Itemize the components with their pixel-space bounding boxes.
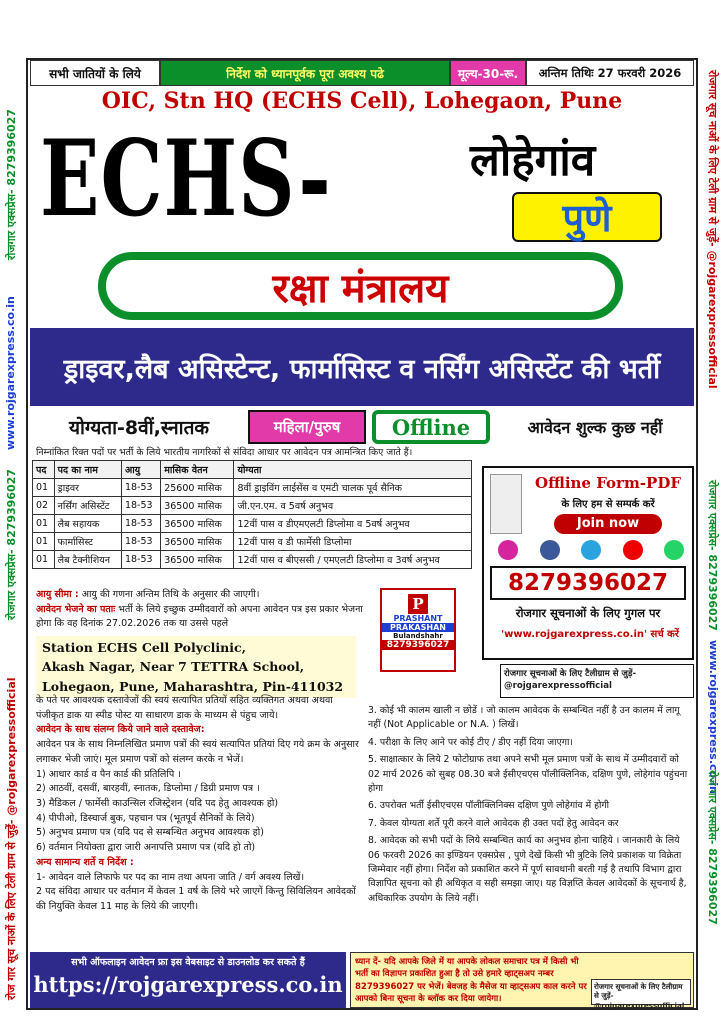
table-row [33,479,472,497]
cell: 36500 मासिक [161,497,234,515]
left-column [36,588,372,632]
cell: 36500 मासिक [161,533,234,551]
promo-google: रोजगार सूचनाओं के लिए गुगल पर [515,606,661,620]
instruction-item: 4. परीक्षा के लिए आने पर कोई टीए / डीए नहीं दिया जाएगा। [368,736,573,748]
th-count: पद [33,461,55,479]
side-right-website: www.rojgarexpress.co.in [707,640,720,794]
side-left-telegram: रोज गार सूच नाओं के लिए टेली ग्राम से जुड़ें- @rojgarexpressofficial [5,677,18,1000]
ministry-heading: रक्षा मंत्रालय [98,252,623,320]
table-row [33,515,472,533]
cell: 25600 मासिक [161,479,234,497]
footer-download-box [30,952,346,1008]
docs-label: आवेदन के साथ संलग्न किये जाने वाले दस्तावेज: [36,723,362,738]
docs-intro: आवेदन पत्र के साथ निम्नलिखित प्रमाण पत्रों की स्वयं सत्यापित प्रतियां दिए गये क्रम के अनुसार लगाकर भेजी जाएं। मूल प्रमाण पत्रों को संलग्न करके न भेजें। [36,739,359,765]
cell: 18-53 [121,515,160,533]
th-qualification: योग्यता [234,461,472,479]
publisher-phone: 8279396027 [382,640,454,650]
footer-url-link[interactable]: https://rojgarexpress.co.in [33,972,343,997]
cell: 36500 मासिक [161,551,234,569]
other-item: 2 पद संविदा आधार पर वर्तमान में केवल 1 वर्ष के लिये भरे जाएगें किन्तु सिविलियन आवेदकों की नियुक्ति केवल 11 माह के लिये की जाएगी। [36,886,356,913]
whatsapp-icon[interactable] [664,540,684,560]
cell: 12वीं पास व बीएससी / एमएलटी डिप्लोमा व 3वर्ष अनुभव [234,551,472,569]
table-row [33,533,472,551]
cell: 02 [33,497,55,515]
recruitment-banner: ड्राइवर,लैब असिस्टेन्ट, फार्मासिस्ट व नर्सिंग असिस्टेंट की भर्ती [30,328,694,406]
footer-telegram: रोजगार सूचनाओं के लिए टैलीग्राम से जुड़ें- @rojgarexpressofficial [591,979,691,1005]
addr-intro [36,603,372,632]
footer-note-box [350,952,694,1008]
address-line: Lohegaon, Pune, Maharashtra, Pin-411032 [42,678,344,694]
side-right-phone-lower: रोज गार एक्सप्रेस- 8279396027 [706,770,719,925]
price-label: मूल्य-30-रू. [450,60,526,86]
side-right-phone: रोजगार एक्सप्रेस- 8279396027 [706,480,719,631]
qualification-label: योग्यता-8वीं,स्नातक [68,417,209,439]
telegram-icon[interactable] [581,540,601,560]
side-left-phone-upper: रोजगार एक्सप्रेस- 8279396027 [5,109,18,260]
promo-sub: के लिए हम से सम्पर्क करें [561,499,655,510]
instruction-item: 7. केवल योग्यता शर्ते पूरी करने वाले आवेदक ही उक्त पदों हेतु आवेदन कर [368,817,619,829]
instruction-item: 8. आवेदक को सभी पदों के लिये सम्बन्धित कार्य का अनुभव होना चाहिये । जानकारी के लिये 06 फरवरी 2026 का इण्डियन एक्सप्रेस , पुणे देखें किसी भी त्रुटिके लिये प्रकाशक या विक्रेता जिम्मेवार नहीं होगा। निर्देश को प्रकाशित करने में पूर्ण सावधानी बरती गई है तथापि विभाग द्वारा विज्ञापित सूचना को ही अधिकृत व सही समझा जाए। यह विज्ञप्ति केवल आवेदकों के सूचनार्थ है, अधिकारिक उपयोग के लिये नहीं। [368,835,687,904]
pune-badge: पुणे [512,192,662,242]
cell: 01 [33,479,55,497]
address-box [36,636,356,698]
footer-note: ध्यान दें- यदि आपके जिले में या आपके लोकल समाचार पत्र में किसी भी भर्ती का विज्ञापन प्रकाशित हुआ है तो उसे हमारे व्हाट्सअप नम्बर 8279396027 पर भेजें। बेवजह के मैसेज या व्हाट्सअप काल करने पर आपको बिना सूचना के ब्लॉक कर दिया जायेगा। [355,957,587,1004]
instruction-banner: निर्देश को ध्यानपूर्वक पूरा अवश्य पढे [160,60,450,86]
footer-download-text: सभी ऑफलाइन आवेदन फ्रा इस वेबसाइट से डाउनलोड कर सकते हैं [71,957,305,968]
addr-text: भर्ती के लिये इच्छुक उम्मीदवारों को अपना आवेदन पत्र इस प्रकार भेजना होगा कि वह दिनांक 27.02.2026 तक या उससे पहले [36,603,363,630]
doc-item: 5) अनुभव प्रमाण पत्र (यदि पद से सम्बन्धित अनुभव आवश्यक हो) [36,827,264,839]
cell: 18-53 [121,497,160,515]
age-text: आयु की गणना अन्तिम तिथि के अनुसार की जाएगी। [81,589,260,600]
right-column [368,704,692,906]
side-left-website: www.rojgarexpress.co.in [4,296,17,450]
promo-telegram: रोजगार सूचनाओं के लिए टैलीग्राम से जुड़ें- @rojgarexpressofficial [500,664,694,698]
cell: 01 [33,515,55,533]
cell: 18-53 [121,533,160,551]
publisher-line2: PRAKASHAN [382,623,454,632]
cell: 36500 मासिक [161,515,234,533]
cell: 18-53 [121,551,160,569]
th-post: पद का नाम [54,461,121,479]
promo-site: 'www.rojgarexpress.co.in' सर्च करें [501,629,679,640]
instruction-item: 6. उपरोक्त भर्ती ईसीएचएस पॉलीक्लिनिक्स दक्षिण पुणे लोहेगांव में होगी [368,800,610,812]
promo-phone: 8279396027 [490,566,686,600]
side-left-phone-mid: रोजगार एक्सप्रेस- 8279396027 [5,469,18,620]
instruction-item: 5. साक्षात्कार के लिये 2 फोटोग्राफ तथा अपने सभी मूल प्रमाण पत्रों के साथ में उम्मीदवारों को 02 मार्च 2026 को सुबह 08.30 बजे ईसीएचएस पॉलीक्लिनिक, दक्षिण पुणे, लोहेगांव पहुंचना होगा [368,754,688,795]
cell: 01 [33,551,55,569]
cell: लैब सहायक [54,515,121,533]
publisher-p-icon: P [408,594,428,614]
addr-label: आवेदन भेजने का पताः [36,603,116,615]
table-row [33,497,472,515]
cell: फार्मासिस्ट [54,533,121,551]
left-column-lower [36,694,362,915]
social-icons [498,540,684,560]
age-line [36,588,372,603]
join-now-button[interactable]: Join now [554,514,662,534]
doc-item: 6) वर्तमान नियोक्ता द्वारा जारी अनापत्ति प्रमाण पत्र (यदि हो तो) [36,842,256,854]
publisher-line1: PRASHANT [393,614,443,623]
offline-form-promo [482,466,694,660]
doc-item: 4) पीपीओ, डिस्चार्ज बुक, पहचान पत्र (भूतपूर्व सैनिकों के लिये) [36,812,255,824]
all-castes-label: सभी जातियों के लिये [30,60,160,86]
cell: जी.एन.एम. व 5वर्ष अनुभव [234,497,472,515]
promo-title: Offline Form-PDF [535,474,681,492]
doc-item: 3) मैडिकल / फार्मेसी काउन्सिल रजिस्ट्रेशन (यदि पद हेतु आवश्यक हो) [36,798,279,810]
address-line: Station ECHS Cell Polyclinic, [42,640,246,655]
offline-badge: Offline [372,410,490,444]
cell: 8वीं ड्राइविंग लाईसेंस व एमटी चालक पूर्व सैनिक [234,479,472,497]
instagram-icon[interactable] [498,540,518,560]
publisher-place: Bulandshahr [393,632,443,640]
org-title: OIC, Stn HQ (ECHS Cell), Lohegaon, Pune [101,88,623,114]
cell: 12वीं पास व डीएमएलटी डिप्लोमा व 5वर्ष अनुभव [234,515,472,533]
gender-badge: महिला/पुरुष [248,410,366,444]
intro-text: निम्नांकित रिक्त पदों पर भर्ती के लिये भारतीय नागरिकों से संविदा आधार पर आवेदन पत्र आमन्त्रित किए जाते हैं। [36,447,413,458]
cell: नर्सिंग असिस्टेंट [54,497,121,515]
form-thumbnail-icon [490,474,522,534]
cell: 18-53 [121,479,160,497]
age-label: आयु सीमा : [36,589,79,600]
other-item: 1- आवेदन वाले लिफाफे पर पद का नाम तथा अपना जाति / वर्ग अवश्य लिखें। [36,871,305,883]
doc-item: 2) आठवीं, दसवीं, बारहवीं, स्नातक, डिप्लोमा / डिग्री प्रमाण पत्र । [36,783,260,795]
lohegaon-heading: लोहेगांव [470,135,596,186]
cell: लैब टैक्नीशियन [54,551,121,569]
cell: ड्राइवर [54,479,121,497]
other-label: अन्य सामान्य शर्ते व निर्देश : [36,856,134,868]
th-salary: मासिक वेतन [161,461,234,479]
th-age: आयु [121,461,160,479]
last-date-label: अन्तिम तिथिः 27 फरवरी 2026 [526,60,694,86]
address-line: Akash Nagar, Near 7 TETTRA School, [42,659,305,675]
cell: 01 [33,533,55,551]
facebook-icon[interactable] [540,540,560,560]
fee-label: आवेदन शुल्क कुछ नहीं [527,418,663,437]
instruction-item: 3. कोई भी कालम खाली न छोडें । जो कालम आवेदक के सम्बन्धित नहीं है उन कालम में लागू नहीं (Not Applicable or N.A. ) लिखें। [368,705,680,731]
cell: 12वीं पास व डी फार्मेसी डिप्लोमा [234,533,472,551]
echs-heading: ECHS- [40,118,332,241]
publisher-logo [380,588,456,672]
side-right-telegram: रोजगार सूच नाओं के लिए टेली ग्राम से जुड़ें- @rojgarexpressofficial [706,70,719,389]
after-address-text: के पते पर आवश्यक दस्तावेजों की स्वयं सत्यापित प्रतियों सहित व्यक्तिगत अथवा अथवा पंजीकृत डाक या स्पीड पोस्ट या साधारण डाक के माध्यम से पंहुच जाये। [36,695,333,721]
doc-item: 1) आधार कार्ड व पैन कार्ड की प्रतिलिपि । [36,768,181,780]
table-header-row [33,461,472,479]
table-row [33,551,472,569]
youtube-icon[interactable] [623,540,643,560]
posts-table [32,460,472,569]
